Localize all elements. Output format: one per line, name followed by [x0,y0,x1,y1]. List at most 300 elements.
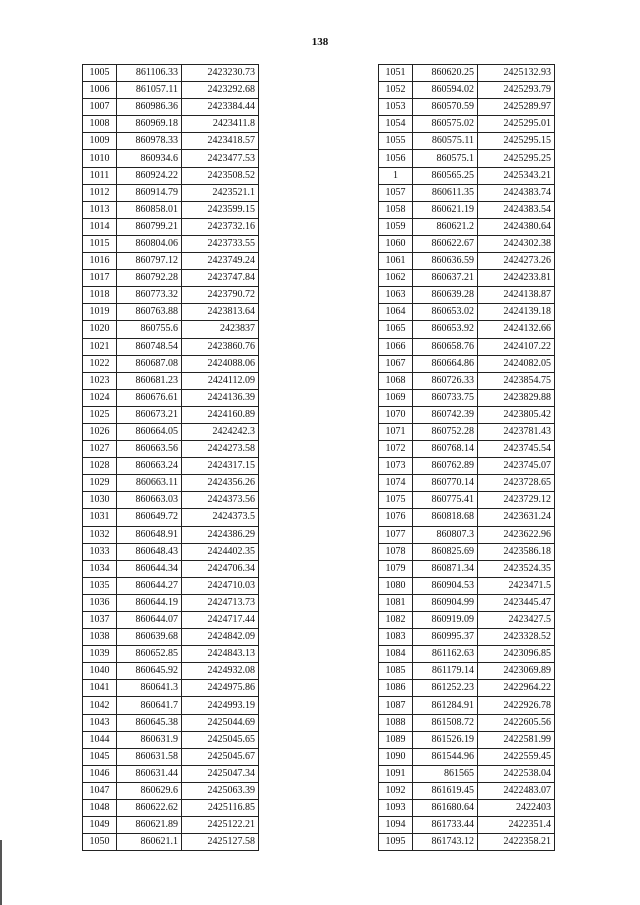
table-row [83,765,259,782]
y-coordinate-cell: 2424273.58 [182,441,259,458]
y-coordinate-cell: 2423745.54 [478,441,555,458]
table-row [83,65,259,82]
y-coordinate-cell: 2423837 [182,321,259,338]
table-row [83,321,259,338]
point-number-cell: 1085 [379,663,413,680]
table-row [83,834,259,851]
point-number-cell: 1093 [379,800,413,817]
point-number-cell: 1078 [379,543,413,560]
y-coordinate-cell: 2422581.99 [478,731,555,748]
y-coordinate-cell: 2424136.39 [182,389,259,406]
point-number-cell: 1070 [379,406,413,423]
table-row [379,458,555,475]
table-row [379,167,555,184]
point-number-cell: 1094 [379,817,413,834]
x-coordinate-cell: 860575.02 [413,116,478,133]
x-coordinate-cell: 860773.32 [117,287,182,304]
y-coordinate-cell: 2423384.44 [182,99,259,116]
table-row [83,612,259,629]
y-coordinate-cell: 2423524.35 [478,560,555,577]
point-number-cell: 1082 [379,612,413,629]
table-row [379,697,555,714]
point-number-cell: 1031 [83,509,117,526]
y-coordinate-cell: 2425295.01 [478,116,555,133]
x-coordinate-cell: 861733.44 [413,817,478,834]
y-coordinate-cell: 2423599.15 [182,201,259,218]
point-number-cell: 1021 [83,338,117,355]
table-row [379,389,555,406]
point-number-cell: 1092 [379,782,413,799]
y-coordinate-cell: 2423781.43 [478,423,555,440]
x-coordinate-cell: 860755.6 [117,321,182,338]
point-number-cell: 1068 [379,372,413,389]
x-coordinate-cell: 860799.21 [117,218,182,235]
table-row [379,560,555,577]
y-coordinate-cell: 2422483.07 [478,782,555,799]
y-coordinate-cell: 2424843.13 [182,646,259,663]
point-number-cell: 1066 [379,338,413,355]
x-coordinate-cell: 860639.68 [117,629,182,646]
y-coordinate-cell: 2424373.56 [182,492,259,509]
y-coordinate-cell: 2424383.74 [478,184,555,201]
point-number-cell: 1009 [83,133,117,150]
table-row [379,714,555,731]
point-number-cell: 1063 [379,287,413,304]
point-number-cell: 1035 [83,577,117,594]
x-coordinate-cell: 860649.72 [117,509,182,526]
y-coordinate-cell: 2425127.58 [182,834,259,851]
y-coordinate-cell: 2423749.24 [182,253,259,270]
coordinates-table-left [82,64,259,851]
y-coordinate-cell: 2422358.21 [478,834,555,851]
y-coordinate-cell: 2422403 [478,800,555,817]
x-coordinate-cell: 860792.28 [117,270,182,287]
y-coordinate-cell: 2423728.65 [478,475,555,492]
table-row [379,800,555,817]
table-row [83,663,259,680]
y-coordinate-cell: 2424993.19 [182,697,259,714]
point-number-cell: 1076 [379,509,413,526]
y-coordinate-cell: 2423805.42 [478,406,555,423]
table-row [83,817,259,834]
point-number-cell: 1013 [83,201,117,218]
table-row [379,372,555,389]
table-row [379,116,555,133]
x-coordinate-cell: 861106.33 [117,65,182,82]
x-coordinate-cell: 861743.12 [413,834,478,851]
table-row [379,731,555,748]
y-coordinate-cell: 2423829.88 [478,389,555,406]
x-coordinate-cell: 861284.91 [413,697,478,714]
point-number-cell: 1049 [83,817,117,834]
point-number-cell: 1037 [83,612,117,629]
y-coordinate-cell: 2422538.04 [478,765,555,782]
y-coordinate-cell: 2425295.15 [478,133,555,150]
y-coordinate-cell: 2424706.34 [182,560,259,577]
x-coordinate-cell: 860818.68 [413,509,478,526]
table-row [379,765,555,782]
point-number-cell: 1045 [83,748,117,765]
point-number-cell: 1072 [379,441,413,458]
x-coordinate-cell: 860978.33 [117,133,182,150]
table-row [379,99,555,116]
table-row [83,697,259,714]
x-coordinate-cell: 860763.88 [117,304,182,321]
y-coordinate-cell: 2425293.79 [478,82,555,99]
table-row [379,509,555,526]
point-number-cell: 1062 [379,270,413,287]
x-coordinate-cell: 860775.41 [413,492,478,509]
y-coordinate-cell: 2424356.26 [182,475,259,492]
table-row [379,406,555,423]
point-number-cell: 1047 [83,782,117,799]
table-row [379,680,555,697]
x-coordinate-cell: 860653.02 [413,304,478,321]
x-coordinate-cell: 860663.56 [117,441,182,458]
table-row [83,714,259,731]
point-number-cell: 1014 [83,218,117,235]
point-number-cell: 1015 [83,235,117,252]
table-row [379,629,555,646]
x-coordinate-cell: 860644.19 [117,594,182,611]
y-coordinate-cell: 2424317.15 [182,458,259,475]
point-number-cell: 1071 [379,423,413,440]
point-number-cell: 1023 [83,372,117,389]
table-row [83,270,259,287]
coordinates-table-right [378,64,555,851]
point-number-cell: 1083 [379,629,413,646]
table-row [83,646,259,663]
point-number-cell: 1028 [83,458,117,475]
x-coordinate-cell: 861252.23 [413,680,478,697]
x-coordinate-cell: 860641.7 [117,697,182,714]
y-coordinate-cell: 2424710.03 [182,577,259,594]
point-number-cell: 1089 [379,731,413,748]
table-row [83,338,259,355]
table-row [379,253,555,270]
page-number: 138 [311,36,329,48]
point-number-cell: 1039 [83,646,117,663]
table-row [83,680,259,697]
y-coordinate-cell: 2424975.86 [182,680,259,697]
table-row [83,800,259,817]
point-number-cell: 1073 [379,458,413,475]
y-coordinate-cell: 2424242.3 [182,423,259,440]
x-coordinate-cell: 860644.07 [117,612,182,629]
x-coordinate-cell: 860652.85 [117,646,182,663]
point-number-cell: 1080 [379,577,413,594]
x-coordinate-cell: 860762.89 [413,458,478,475]
table-row [83,355,259,372]
point-number-cell: 1 [379,167,413,184]
table-row [83,492,259,509]
table-row [83,150,259,167]
y-coordinate-cell: 2423521.1 [182,184,259,201]
table-row [83,116,259,133]
table-row [83,287,259,304]
table-row [83,235,259,252]
point-number-cell: 1054 [379,116,413,133]
table-row [379,492,555,509]
x-coordinate-cell: 860904.99 [413,594,478,611]
y-coordinate-cell: 2425116.85 [182,800,259,817]
y-coordinate-cell: 2424160.89 [182,406,259,423]
table-row [83,475,259,492]
point-number-cell: 1032 [83,526,117,543]
x-coordinate-cell: 860639.28 [413,287,478,304]
x-coordinate-cell: 860673.21 [117,406,182,423]
x-coordinate-cell: 860663.11 [117,475,182,492]
point-number-cell: 1034 [83,560,117,577]
table-row [379,594,555,611]
y-coordinate-cell: 2423292.68 [182,82,259,99]
y-coordinate-cell: 2423729.12 [478,492,555,509]
x-coordinate-cell: 860621.2 [413,218,478,235]
y-coordinate-cell: 2424139.18 [478,304,555,321]
table-row [83,748,259,765]
table-row [379,133,555,150]
x-coordinate-cell: 860807.3 [413,526,478,543]
point-number-cell: 1090 [379,748,413,765]
table-row [83,441,259,458]
table-row [379,338,555,355]
point-number-cell: 1048 [83,800,117,817]
y-coordinate-cell: 2422605.56 [478,714,555,731]
point-number-cell: 1040 [83,663,117,680]
point-number-cell: 1020 [83,321,117,338]
point-number-cell: 1018 [83,287,117,304]
table-row [379,475,555,492]
x-coordinate-cell: 860919.09 [413,612,478,629]
point-number-cell: 1026 [83,423,117,440]
point-number-cell: 1058 [379,201,413,218]
table-row [83,167,259,184]
x-coordinate-cell: 861680.64 [413,800,478,817]
x-coordinate-cell: 860804.06 [117,235,182,252]
table-row [379,304,555,321]
y-coordinate-cell: 2423790.72 [182,287,259,304]
y-coordinate-cell: 2423096.85 [478,646,555,663]
y-coordinate-cell: 2423732.16 [182,218,259,235]
x-coordinate-cell: 860658.76 [413,338,478,355]
x-coordinate-cell: 860644.27 [117,577,182,594]
x-coordinate-cell: 860648.43 [117,543,182,560]
x-coordinate-cell: 860575.1 [413,150,478,167]
point-number-cell: 1074 [379,475,413,492]
table-row [83,577,259,594]
point-number-cell: 1030 [83,492,117,509]
x-coordinate-cell: 861565 [413,765,478,782]
x-coordinate-cell: 860637.21 [413,270,478,287]
table-row [83,458,259,475]
y-coordinate-cell: 2423860.76 [182,338,259,355]
table-row [379,526,555,543]
y-coordinate-cell: 2424082.05 [478,355,555,372]
point-number-cell: 1012 [83,184,117,201]
x-coordinate-cell: 860641.3 [117,680,182,697]
y-coordinate-cell: 2422926.78 [478,697,555,714]
x-coordinate-cell: 861162.63 [413,646,478,663]
x-coordinate-cell: 860570.59 [413,99,478,116]
x-coordinate-cell: 860663.03 [117,492,182,509]
point-number-cell: 1061 [379,253,413,270]
x-coordinate-cell: 860621.1 [117,834,182,851]
table-row [83,304,259,321]
point-number-cell: 1079 [379,560,413,577]
y-coordinate-cell: 2422964.22 [478,680,555,697]
point-number-cell: 1065 [379,321,413,338]
x-coordinate-cell: 860622.62 [117,800,182,817]
point-number-cell: 1046 [83,765,117,782]
x-coordinate-cell: 860726.33 [413,372,478,389]
point-number-cell: 1022 [83,355,117,372]
table-row [83,543,259,560]
x-coordinate-cell: 860742.39 [413,406,478,423]
y-coordinate-cell: 2422559.45 [478,748,555,765]
point-number-cell: 1053 [379,99,413,116]
table-row [379,355,555,372]
x-coordinate-cell: 860969.18 [117,116,182,133]
point-number-cell: 1044 [83,731,117,748]
table-row [83,509,259,526]
table-row [379,423,555,440]
point-number-cell: 1011 [83,167,117,184]
point-number-cell: 1006 [83,82,117,99]
y-coordinate-cell: 2424386.29 [182,526,259,543]
point-number-cell: 1019 [83,304,117,321]
y-coordinate-cell: 2423328.52 [478,629,555,646]
point-number-cell: 1055 [379,133,413,150]
x-coordinate-cell: 860621.19 [413,201,478,218]
x-coordinate-cell: 860871.34 [413,560,478,577]
point-number-cell: 1016 [83,253,117,270]
y-coordinate-cell: 2425295.25 [478,150,555,167]
y-coordinate-cell: 2424112.09 [182,372,259,389]
table-row [83,253,259,270]
point-number-cell: 1057 [379,184,413,201]
x-coordinate-cell: 860748.54 [117,338,182,355]
x-coordinate-cell: 860621.89 [117,817,182,834]
point-number-cell: 1024 [83,389,117,406]
table-row [379,201,555,218]
y-coordinate-cell: 2425289.97 [478,99,555,116]
table-row [83,782,259,799]
y-coordinate-cell: 2423747.84 [182,270,259,287]
y-coordinate-cell: 2424402.35 [182,543,259,560]
table-row [379,184,555,201]
point-number-cell: 1050 [83,834,117,851]
x-coordinate-cell: 860676.61 [117,389,182,406]
point-number-cell: 1059 [379,218,413,235]
y-coordinate-cell: 2423477.53 [182,150,259,167]
y-coordinate-cell: 2423069.89 [478,663,555,680]
point-number-cell: 1025 [83,406,117,423]
table-row [83,594,259,611]
x-coordinate-cell: 860934.6 [117,150,182,167]
table-row [379,82,555,99]
table-row [379,834,555,851]
y-coordinate-cell: 2424233.81 [478,270,555,287]
point-number-cell: 1007 [83,99,117,116]
point-number-cell: 1056 [379,150,413,167]
y-coordinate-cell: 2424713.73 [182,594,259,611]
point-number-cell: 1042 [83,697,117,714]
table-row [379,321,555,338]
x-coordinate-cell: 860636.59 [413,253,478,270]
y-coordinate-cell: 2425045.67 [182,748,259,765]
point-number-cell: 1075 [379,492,413,509]
y-coordinate-cell: 2424932.08 [182,663,259,680]
x-coordinate-cell: 860687.08 [117,355,182,372]
x-coordinate-cell: 860752.28 [413,423,478,440]
point-number-cell: 1077 [379,526,413,543]
x-coordinate-cell: 860664.86 [413,355,478,372]
point-number-cell: 1010 [83,150,117,167]
point-number-cell: 1088 [379,714,413,731]
point-number-cell: 1086 [379,680,413,697]
table-row [83,218,259,235]
y-coordinate-cell: 2425122.21 [182,817,259,834]
y-coordinate-cell: 2423230.73 [182,65,259,82]
y-coordinate-cell: 2422351.4 [478,817,555,834]
table-row [83,731,259,748]
y-coordinate-cell: 2425047.34 [182,765,259,782]
x-coordinate-cell: 860575.11 [413,133,478,150]
table-row [379,235,555,252]
x-coordinate-cell: 860622.67 [413,235,478,252]
y-coordinate-cell: 2425063.39 [182,782,259,799]
x-coordinate-cell: 860594.02 [413,82,478,99]
y-coordinate-cell: 2424383.54 [478,201,555,218]
y-coordinate-cell: 2424842.09 [182,629,259,646]
table-row [379,782,555,799]
y-coordinate-cell: 2423631.24 [478,509,555,526]
x-coordinate-cell: 860986.36 [117,99,182,116]
table-row [379,663,555,680]
table-row [83,82,259,99]
y-coordinate-cell: 2425045.65 [182,731,259,748]
x-coordinate-cell: 861508.72 [413,714,478,731]
x-coordinate-cell: 860858.01 [117,201,182,218]
x-coordinate-cell: 860914.79 [117,184,182,201]
x-coordinate-cell: 860797.12 [117,253,182,270]
table-row [379,218,555,235]
table-row [83,99,259,116]
y-coordinate-cell: 2423745.07 [478,458,555,475]
y-coordinate-cell: 2425343.21 [478,167,555,184]
y-coordinate-cell: 2424273.26 [478,253,555,270]
table-row [83,406,259,423]
y-coordinate-cell: 2423813.64 [182,304,259,321]
x-coordinate-cell: 860681.23 [117,372,182,389]
table-row [379,65,555,82]
point-number-cell: 1084 [379,646,413,663]
y-coordinate-cell: 2423733.55 [182,235,259,252]
x-coordinate-cell: 860565.25 [413,167,478,184]
table-row [83,560,259,577]
table-row [379,441,555,458]
y-coordinate-cell: 2423622.96 [478,526,555,543]
point-number-cell: 1041 [83,680,117,697]
table-row [83,526,259,543]
x-coordinate-cell: 860770.14 [413,475,478,492]
table-row [379,287,555,304]
table-row [83,133,259,150]
point-number-cell: 1033 [83,543,117,560]
point-number-cell: 1027 [83,441,117,458]
y-coordinate-cell: 2424380.64 [478,218,555,235]
x-coordinate-cell: 860620.25 [413,65,478,82]
